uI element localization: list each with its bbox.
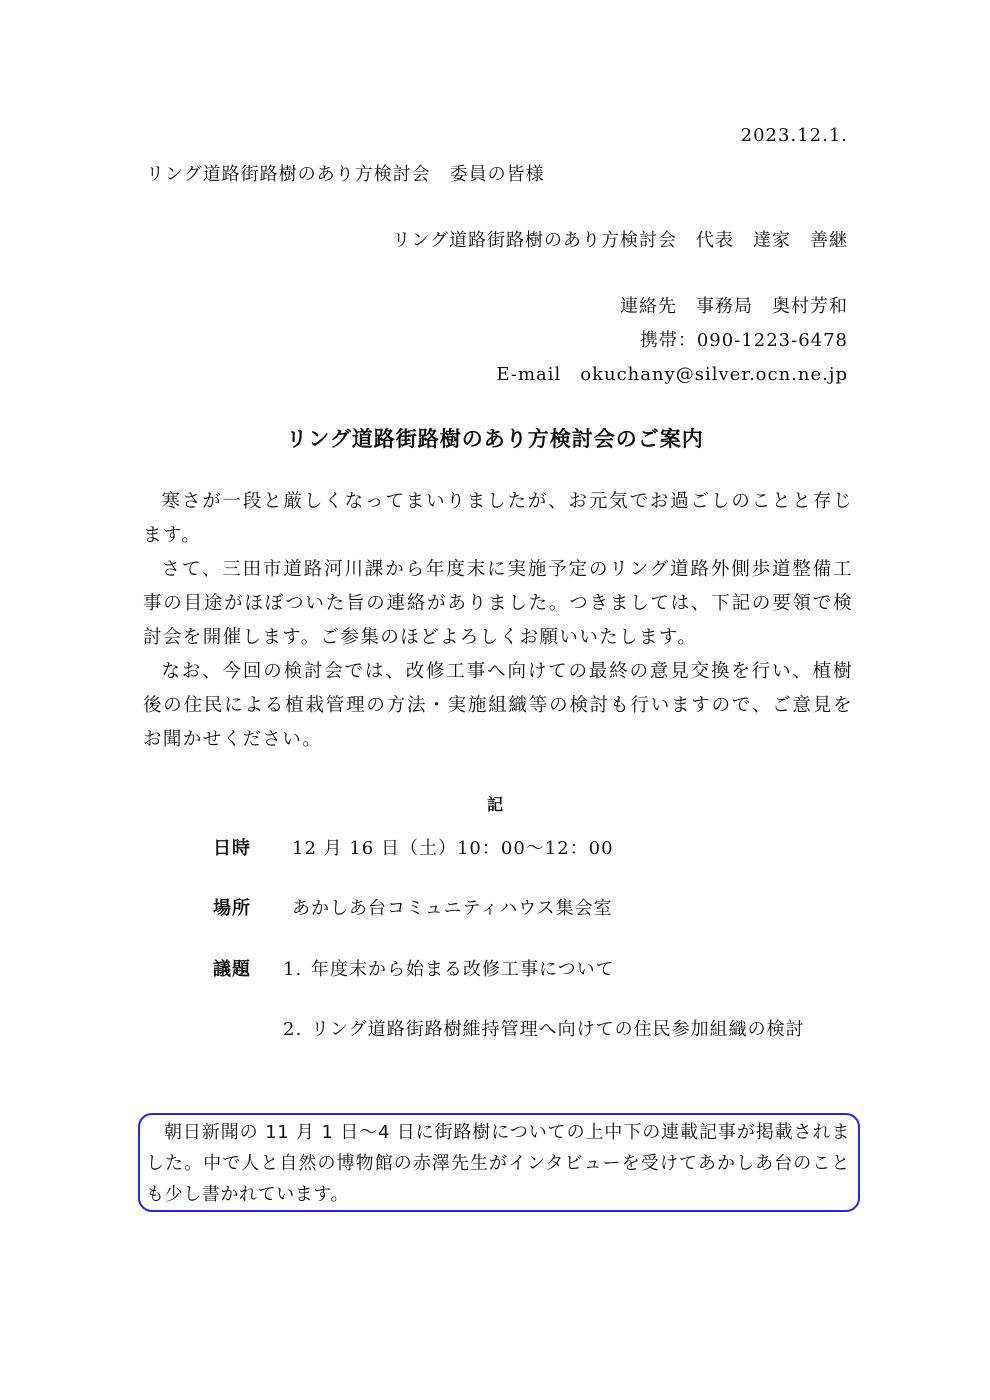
body-paragraph: なお、今回の検討会では、改修工事へ向けての最終の意見交換を行い、植樹後の住民による植栽管理の方法・実施組織等の検討も行いますので、ご意見をお聞かせください。 bbox=[143, 661, 853, 750]
details-heading: 記 bbox=[486, 795, 503, 814]
contact-office: 連絡先 事務局 奥村芳和 bbox=[620, 296, 848, 317]
place-label: 場所 bbox=[213, 898, 251, 919]
document-title: リング道路街路樹のあり方検討会のご案内 bbox=[286, 427, 704, 451]
body-paragraph: 寒さが一段と厳しくなってまいりましたが、お元気でお過ごしのことと存じます。 bbox=[143, 491, 853, 546]
sender: リング道路街路樹のあり方検討会 代表 達家 善継 bbox=[392, 230, 848, 251]
body-paragraph: さて、三田市道路河川課から年度末に実施予定のリング道路外側歩道整備工事の目途がほぼついた旨の連絡がありました。つきましては、下記の要領で検討会を開催します。ご参集のほどよろしくお願いいたします。 bbox=[143, 559, 853, 648]
contact-email: E-mail okuchany@silver.ocn.ne.jp bbox=[496, 364, 848, 385]
document-date: 2023.12.1. bbox=[740, 125, 848, 146]
body-text bbox=[143, 485, 853, 757]
agenda-text: リング道路街路樹維持管理へ向けての住民参加組織の検討 bbox=[311, 1019, 805, 1040]
contact-phone: 携帯：090-1223-6478 bbox=[639, 330, 848, 351]
datetime-value: 12 月 16 日（土）10：00～12：00 bbox=[292, 838, 614, 859]
agenda-number: 2. bbox=[283, 1019, 303, 1040]
agenda-number: 1. bbox=[283, 959, 303, 980]
agenda-text: 年度末から始まる改修工事について bbox=[311, 959, 615, 980]
newspaper-notice-box: 朝日新聞の 11 月 1 日～4 日に街路樹についての上中下の連載記事が掲載されました。中で人と自然の博物館の赤澤先生がインタビューを受けてあかしあ台のことも少し書かれています。 bbox=[138, 1113, 860, 1212]
addressee: リング道路街路樹のあり方検討会 委員の皆様 bbox=[146, 164, 545, 185]
agenda-label: 議題 bbox=[213, 959, 251, 980]
place-value: あかしあ台コミュニティハウス集会室 bbox=[292, 898, 613, 919]
agenda-item bbox=[283, 955, 615, 981]
datetime-label: 日時 bbox=[213, 838, 251, 859]
agenda-item bbox=[283, 1015, 805, 1041]
